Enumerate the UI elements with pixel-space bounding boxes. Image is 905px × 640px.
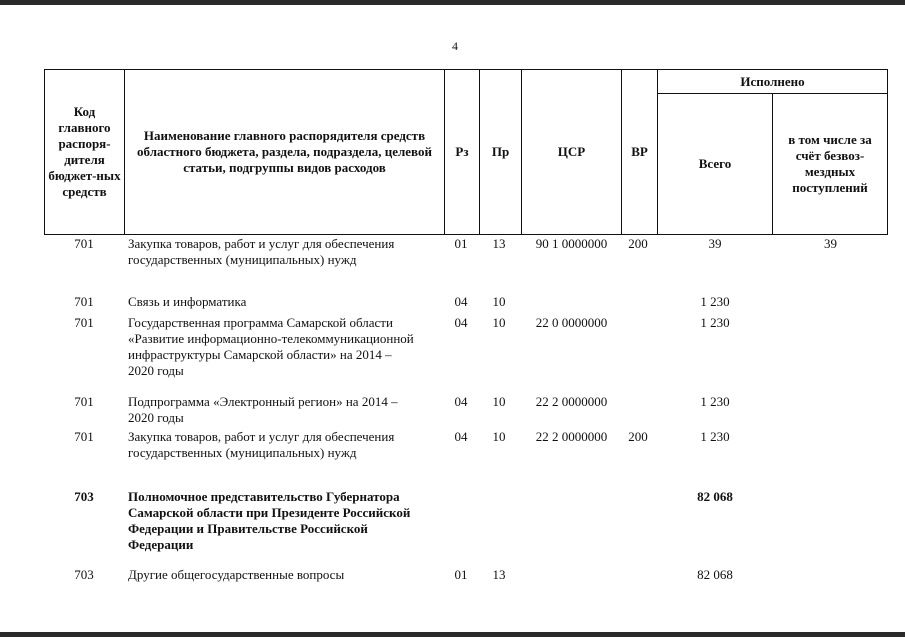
- row-name: Связь и информатика: [128, 294, 247, 309]
- row-code: 701: [74, 236, 94, 251]
- header-vr: ВР: [622, 70, 658, 235]
- page-bottom-edge: [0, 632, 905, 637]
- row-name: Закупка товаров, работ и услуг для обеспечения государственных (муниципальных) нужд: [128, 429, 395, 460]
- header-pr: Пр: [480, 70, 522, 235]
- row-total: 1 230: [700, 429, 730, 444]
- row-csr: 90 1 0000000: [535, 236, 608, 251]
- table-header: [44, 69, 888, 235]
- row-rz: 04: [454, 294, 468, 309]
- row-pr: 10: [492, 394, 506, 409]
- row-code: 701: [74, 429, 94, 444]
- row-code: 701: [74, 315, 94, 330]
- row-rz: 04: [454, 315, 468, 330]
- row-rz: 01: [454, 567, 468, 582]
- row-name: Другие общегосударственные вопросы: [128, 567, 345, 582]
- row-name: Полномочное представительство Губернатора Самарской области при Президенте Российской Федерации и Правительстве Российской Федерации: [128, 489, 411, 552]
- row-pr: 10: [492, 294, 506, 309]
- row-total: 82 068: [697, 489, 733, 504]
- row-vr: 200: [628, 429, 648, 444]
- page-top-edge: [0, 0, 905, 5]
- row-pr: 10: [492, 429, 506, 444]
- header-rz: Рз: [445, 70, 480, 235]
- row-csr: 22 2 0000000: [535, 394, 608, 409]
- row-rz: 04: [454, 394, 468, 409]
- row-vr: 200: [628, 236, 648, 251]
- header-csr: ЦСР: [522, 70, 622, 235]
- row-name: Подпрограмма «Электронный регион» на 2014 – 2020 годы: [128, 394, 398, 425]
- row-code: 701: [74, 294, 94, 309]
- row-incl: 39: [824, 236, 837, 251]
- row-name: Государственная программа Самарской области «Развитие информационно-телекоммуникационной инфраструктуры Самарской области» на 2014 – 2020 годы: [128, 315, 414, 378]
- header-executed: Исполнено: [658, 70, 888, 94]
- row-total: 1 230: [700, 315, 730, 330]
- row-csr: 22 2 0000000: [535, 429, 608, 444]
- row-code: 703: [74, 489, 94, 504]
- header-total: Всего: [658, 94, 773, 235]
- row-total: 82 068: [697, 567, 733, 582]
- row-pr: 13: [492, 236, 506, 251]
- page-number: 4: [452, 39, 458, 53]
- header-name: Наименование главного распорядителя средств областного бюджета, раздела, подраздела, целевой статьи, подгруппы видов расходов: [125, 70, 445, 235]
- row-total: 1 230: [700, 294, 730, 309]
- row-rz: 01: [454, 236, 468, 251]
- row-code: 703: [74, 567, 94, 582]
- row-csr: 22 0 0000000: [535, 315, 608, 330]
- row-pr: 10: [492, 315, 506, 330]
- row-pr: 13: [492, 567, 506, 582]
- row-code: 701: [74, 394, 94, 409]
- header-code: Код главного распоря-дителя бюджет-ных средств: [45, 70, 125, 235]
- header-incl: в том числе за счёт безвоз-мездных поступлений: [773, 94, 888, 235]
- row-total: 39: [708, 236, 722, 251]
- row-total: 1 230: [700, 394, 730, 409]
- row-name: Закупка товаров, работ и услуг для обеспечения государственных (муниципальных) нужд: [128, 236, 395, 267]
- row-rz: 04: [454, 429, 468, 444]
